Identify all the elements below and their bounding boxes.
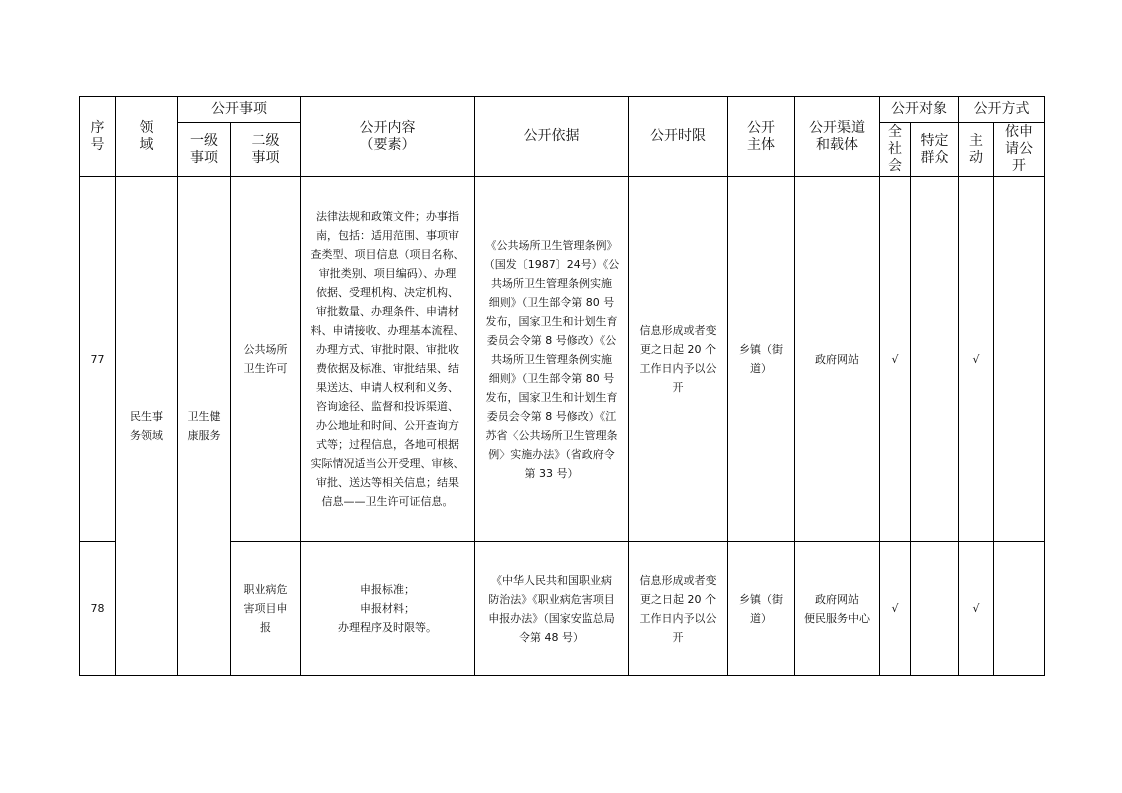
header-target: 公开对象 bbox=[880, 97, 959, 123]
row-basis: 《中华人民共和国职业病 防治法》《职业病危害项目 申报办法》（国家安监总局 令第 48 号） bbox=[475, 542, 629, 676]
header-matter: 公开事项 bbox=[178, 97, 301, 123]
row-basis: 《公共场所卫生管理条例》 （国发〔1987〕24号）《公 共场所卫生管理条例实施 细则》（卫生部令第 80 号 发布，国家卫生和计划生育 委员会令第 8 号修改）《公 共场所卫生管理条例实施 细则》（卫生部令第 80 号 发布，国家卫生和计划生育 委员会令第 8 号修改）《江 苏省〈公共场所卫生管理条 例〉实施办法》（省政府令 第 33 号） bbox=[475, 177, 629, 542]
row-subject: 乡镇（街 道） bbox=[728, 177, 795, 542]
row-seq: 77 bbox=[80, 177, 116, 542]
check-mark-mode-active: √ bbox=[959, 177, 994, 542]
header-content: 公开内容 （要素） bbox=[301, 97, 475, 177]
header-basis: 公开依据 bbox=[475, 97, 629, 177]
row-subject: 乡镇（街 道） bbox=[728, 542, 795, 676]
row-content: 申报标准； 申报材料； 办理程序及时限等。 bbox=[301, 542, 475, 676]
header-level1: 一级 事项 bbox=[178, 123, 231, 177]
row-domain: 民生事 务领域 bbox=[116, 177, 178, 676]
header-mode-apply: 依申 请公 开 bbox=[994, 123, 1045, 177]
check-mark-mode-active: √ bbox=[959, 542, 994, 676]
header-mode: 公开方式 bbox=[959, 97, 1045, 123]
row-mode-apply bbox=[994, 177, 1045, 542]
row-mode-apply bbox=[994, 542, 1045, 676]
row-target-specific bbox=[911, 542, 959, 676]
disclosure-table bbox=[79, 96, 1045, 676]
row-seq: 78 bbox=[80, 542, 116, 676]
header-domain: 领 域 bbox=[116, 97, 178, 177]
row-channel: 政府网站 bbox=[795, 177, 880, 542]
row-level1: 卫生健 康服务 bbox=[178, 177, 231, 676]
header-target-all: 全 社 会 bbox=[880, 123, 911, 177]
check-mark-target-all: √ bbox=[880, 177, 911, 542]
row-level2: 职业病危 害项目申 报 bbox=[231, 542, 301, 676]
table-row bbox=[80, 177, 1045, 542]
row-time-limit: 信息形成或者变 更之日起 20 个 工作日内予以公 开 bbox=[629, 177, 728, 542]
header-subject: 公开 主体 bbox=[728, 97, 795, 177]
check-mark-target-all: √ bbox=[880, 542, 911, 676]
row-time-limit: 信息形成或者变 更之日起 20 个 工作日内予以公 开 bbox=[629, 542, 728, 676]
header-channel: 公开渠道 和载体 bbox=[795, 97, 880, 177]
row-target-specific bbox=[911, 177, 959, 542]
header-mode-active: 主 动 bbox=[959, 123, 994, 177]
header-time-limit: 公开时限 bbox=[629, 97, 728, 177]
header-level2: 二级 事项 bbox=[231, 123, 301, 177]
row-content: 法律法规和政策文件；办事指 南，包括：适用范围、事项审 查类型、项目信息（项目名称、 审批类别、项目编码）、办理 依据、受理机构、决定机构、 审批数量、办理条件、申请材 料、申请接收、办理基本流程、 办理方式、审批时限、审批收 费依据及标准、审批结果、结 果送达、申请人权利和义务、 咨询途径、监督和投诉渠道、 办公地址和时间、公开查询方 式等；过程信息，各地可根据 实际情况适当公开受理、审核、 审批、送达等相关信息；结果 信息——卫生许可证信息。 bbox=[301, 177, 475, 542]
row-level2: 公共场所 卫生许可 bbox=[231, 177, 301, 542]
header-target-specific: 特定 群众 bbox=[911, 123, 959, 177]
header-seq: 序 号 bbox=[80, 97, 116, 177]
row-channel: 政府网站 便民服务中心 bbox=[795, 542, 880, 676]
